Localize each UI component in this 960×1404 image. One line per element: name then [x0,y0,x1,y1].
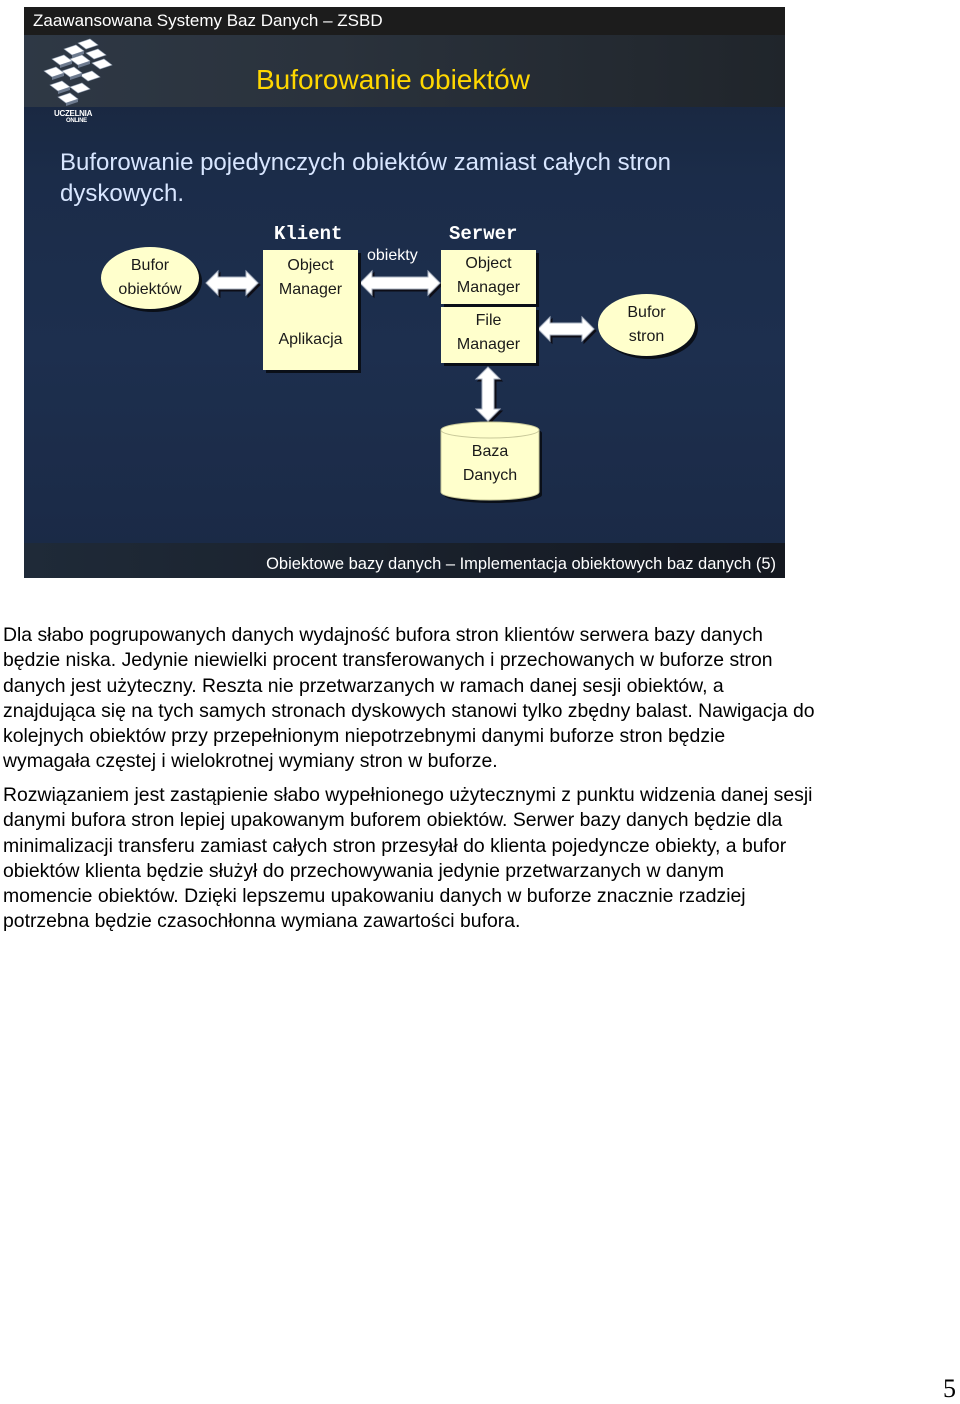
arrow-file-database [476,367,500,421]
server-fm-line-1: File [475,312,502,329]
server-label: Serwer [449,223,518,245]
object-buffer-node [101,247,199,309]
slide-footer [24,543,785,578]
client-label: Klient [274,223,343,245]
slide-title: Buforowanie obiektów [256,64,530,95]
footer-text: Obiektowe bazy danych – Implementacja obiektowych baz danych (5) [266,555,776,573]
database-line-1: Baza [471,443,509,460]
database-label [438,440,542,488]
slide-subtitle: Buforowanie pojedynczych obiektów zamiast całych stron dyskowych. [60,149,671,207]
logo-line-1: UCZELNIA [54,109,93,118]
object-buffer-line-2: obiektów [118,281,182,298]
page-number: 5 [943,1374,956,1403]
course-title: Zaawansowana Systemy Baz Danych – ZSBD [33,11,383,30]
client-object-manager-box [263,250,358,310]
logo-line-2: ONLINE [66,118,87,124]
object-buffer-line-1: Bufor [130,257,170,274]
arrow-buffer-client [206,271,258,295]
page-buffer-node [598,294,695,356]
server-om-line-1: Object [465,255,512,272]
client-om-line-1: Object [287,257,334,274]
server-file-manager-box [441,307,536,363]
slide [24,7,785,578]
server-fm-line-2: Manager [456,336,521,353]
client-application-box: Aplikacja [263,310,358,370]
paragraph-1: Dla słabo pogrupowanych danych wydajność bufora stron klientów serwera bazy danych będzie niska. Jedynie niewielki procent transferowanych i przechowanych w buforze stron danych jest użyteczny. Reszta nie przetwarzanych w ramach danej sesji obiektów, a znajdująca się na tych samych stronach dyskowych stanowi tylko zbędny balast. Nawigacja do kolejnych obiektów przy przepełnionym niepotrzebnymi danymi buforze stron będzie wymagała częstej i wielokrotnej wymiany stron w buforze. [3,624,815,773]
client-om-line-2: Manager [278,281,343,298]
arrow-file-pagebuffer [538,317,594,341]
database-line-2: Danych [462,467,518,484]
page-buffer-line-2: stron [628,328,665,345]
transfer-label: obiekty [367,247,418,264]
server-om-line-2: Manager [456,279,521,296]
server-object-manager-box [441,250,536,304]
arrow-client-server [360,271,440,295]
page-buffer-line-1: Bufor [627,304,666,321]
paragraph-2: Rozwiązaniem jest zastąpienie słabo wypełnionego użytecznymi z punktu widzenia danej sesji danymi bufora stron lepiej upakowanym buforem obiektów. Serwer bazy danych będzie dla minimalizacji transferu zamiast całych stron przesyłał do klienta pojedyncze obiekty, a bufor obiektów klienta będzie służył do przechowywania jedynie przetwarzanych w danym momencie obiektów. Dzięki lepszemu upakowaniu danych w buforze znacznie rzadziej potrzebna będzie czasochłonna wymiana zawartości bufora. [3,784,813,933]
